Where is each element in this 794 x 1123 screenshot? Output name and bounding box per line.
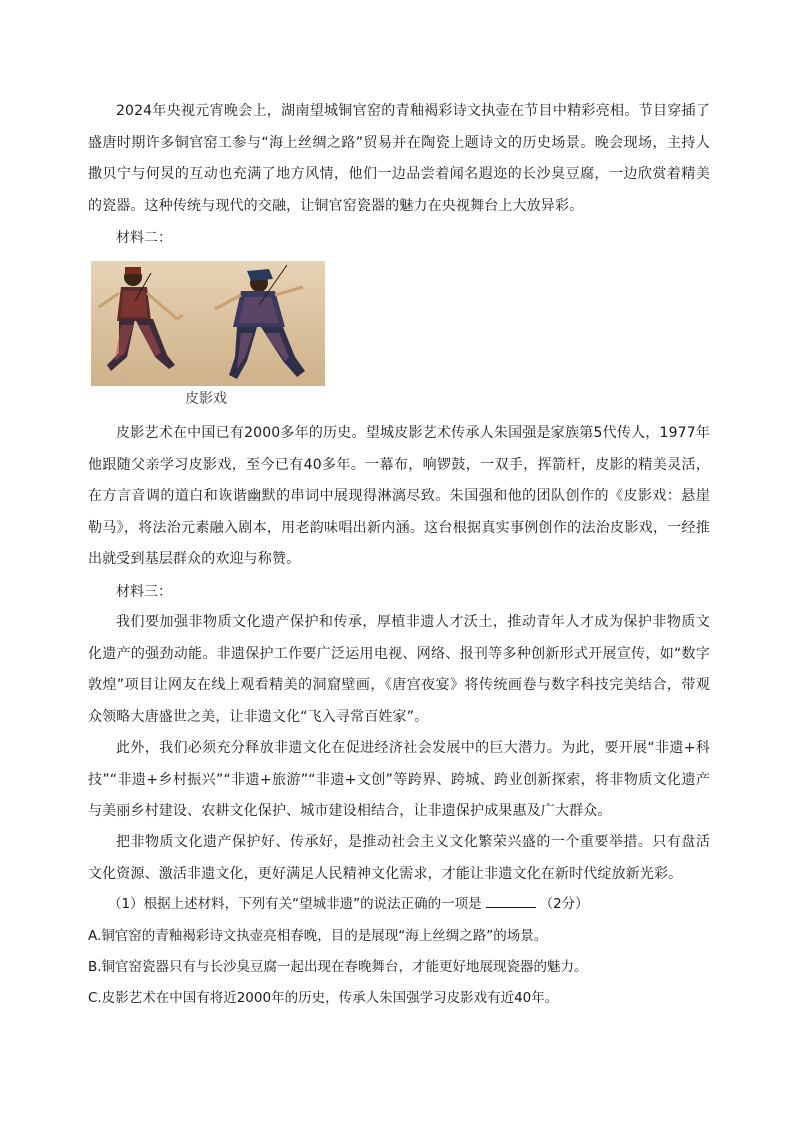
material-two-paragraph: 皮影艺术在中国已有2000多年的历史。望城皮影艺术传承人朱国强是家族第5代传人，1977年他跟随父亲学习皮影戏，至今已有40多年。一幕布，响锣鼓，一双手，挥箭杆，皮影的精美灵活，在方言音调的道白和诙谐幽默的串词中展现得淋漓尽致。朱国强和他的团队创作的《皮影戏：悬崖勒马》，将法治元素融入剧本，用老韵味唱出新内涵。这台根据真实事例创作的法治皮影戏，一经推出就受到基层群众的欢迎与称赞。 — [88, 425, 710, 567]
material-three-paragraph-1: 我们要加强非物质文化遗产保护和传承，厚植非遗人才沃土，推动青年人才成为保护非物质文化遗产的强劲动能。非遗保护工作要广泛运用电视、网络、报刊等多种创新形式开展宣传，如“数字敦煌”项目让网友在线上观看精美的洞窟壁画，《唐宫夜宴》将传统画卷与数字科技完美结合，带观众领略大唐盛世之美，让非遗文化“飞入寻常百姓家”。 — [88, 614, 710, 725]
material-one-paragraph: 2024年央视元宵晚会上，湖南望城铜官窑的青釉褐彩诗文执壶在节目中精彩亮相。节目穿插了盛唐时期许多铜官窑工参与“海上丝绸之路”贸易并在陶瓷上题诗文的历史场景。晚会现场，主持人撒贝宁与何炅的互动也充满了地方风情，他们一边品尝着闻名遐迩的长沙臭豆腐，一边欣赏着精美的瓷器。这种传统与现代的交融，让铜官窑瓷器的魅力在央视舞台上大放异彩。 — [88, 103, 710, 214]
option-a: A.铜官窑的青釉褐彩诗文执壶亮相春晚，目的是展现“海上丝绸之路”的场景。 — [88, 928, 548, 944]
option-b: B.铜官窑瓷器只有与长沙臭豆腐一起出现在春晚舞台，才能更好地展现瓷器的魅力。 — [88, 959, 588, 975]
material-three-label: 材料三： — [116, 584, 172, 600]
question-stem-line — [108, 893, 589, 914]
answer-blank[interactable] — [486, 893, 536, 908]
shadow-puppet-image — [91, 261, 325, 386]
material-three-paragraph-3: 把非物质文化遗产保护好、传承好，是推动社会主义文化繁荣兴盛的一个重要举措。只有盘活文化资源、激活非遗文化，更好满足人民精神文化需求，才能让非遗文化在新时代绽放新光彩。 — [88, 834, 710, 882]
material-three-paragraph-2: 此外，我们必须充分释放非遗文化在促进经济社会发展中的巨大潜力。为此，要开展“非遗+科技”“非遗+乡村振兴”“非遗+旅游”“非遗+文创”等跨界、跨城、跨业创新探索，将非物质文化遗产与美丽乡村建设、农耕文化保护、城市建设相结合，让非遗保护成果惠及广大群众。 — [88, 740, 710, 819]
right-puppet-figure — [215, 265, 305, 379]
image-caption: 皮影戏 — [185, 391, 227, 407]
left-puppet-figure — [99, 267, 183, 371]
question-score: （2分） — [539, 896, 589, 912]
question-stem: （1）根据上述材料，下列有关“望城非遗”的说法正确的一项是 — [108, 896, 482, 912]
option-c: C.皮影艺术在中国有将近2000年的历史，传承人朱国强学习皮影戏有近40年。 — [88, 990, 559, 1006]
material-two-label: 材料二： — [116, 230, 172, 246]
